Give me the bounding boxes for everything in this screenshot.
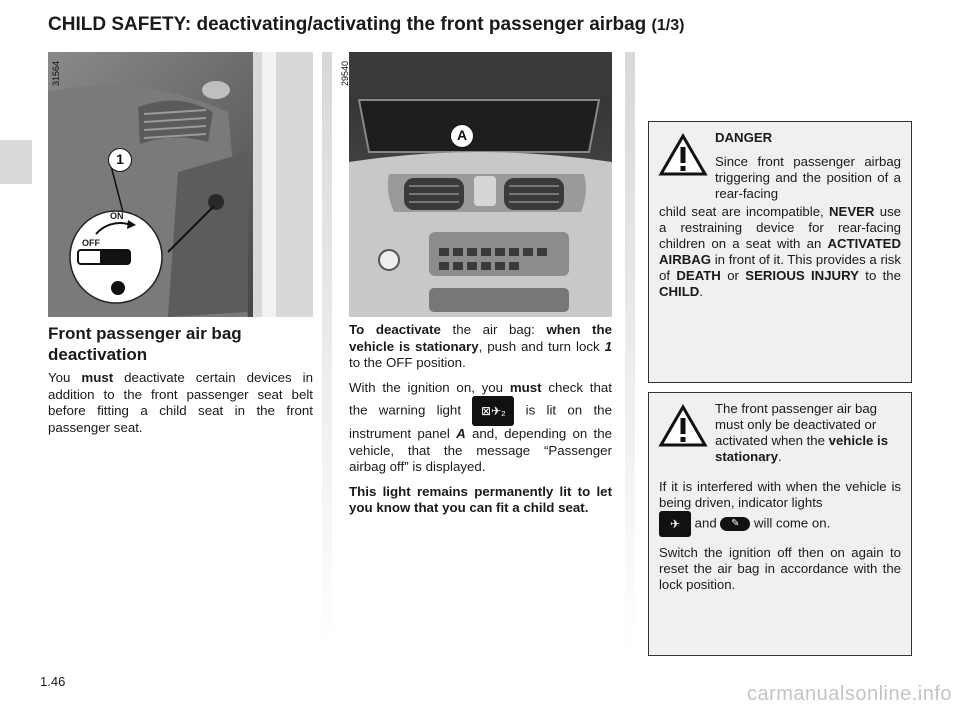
danger-text: CHILD (659, 284, 700, 299)
danger-text: DEATH (676, 268, 721, 283)
danger-text: in front of it. This provides a risk of (659, 252, 901, 283)
danger-intro: Since front passenger airbag triggering and the position of a rear-facing (715, 154, 901, 201)
airbag-indicator-icon: ✈ (659, 511, 691, 537)
indicator-note (659, 479, 901, 537)
info-intro-text: . (778, 449, 782, 464)
danger-heading: DANGER (715, 130, 773, 145)
deactivate-text: To deactivate (349, 322, 441, 337)
reset-note: Switch the ignition off then on again to reset the air bag in accordance with the lock position. (659, 545, 901, 592)
check-text: is lit on the instrument panel (349, 402, 612, 441)
warning-triangle-icon (659, 405, 707, 447)
page-title (48, 14, 684, 36)
info-box (648, 392, 912, 656)
dashboard-photo (340, 52, 612, 317)
switch-off-label: OFF (82, 238, 100, 248)
check-text: A (456, 426, 466, 441)
instructions (349, 322, 612, 525)
column-divider (322, 52, 332, 652)
check-text: must (509, 379, 542, 395)
switch-on-label: ON (110, 211, 124, 221)
danger-text: use a restraining device for rear-facing children on a seat with an (659, 204, 901, 251)
indicator-and: and (691, 515, 721, 531)
light-note: This light remains permanently lit to let you know that you can fit a child seat. (349, 483, 612, 515)
deactivate-text: , push and turn lock (478, 338, 605, 354)
section-intro (48, 370, 313, 444)
photo-id-left: 31564 (51, 60, 61, 86)
photo-id-right: 29540 (340, 60, 350, 86)
check-text: With the ignition on, you (349, 379, 510, 395)
callout-1: 1 (108, 148, 132, 172)
deactivate-text: 1 (604, 338, 613, 354)
danger-text: child seat are incompatible, (659, 204, 829, 219)
intro-paragraph (48, 370, 313, 436)
page-number: 1.46 (40, 674, 66, 689)
indicator-end: will come on. (750, 515, 831, 531)
section-heading: Front passenger air bag deactivation (48, 324, 242, 364)
title-part: (1/3) (651, 17, 685, 34)
info-intro-text: The front passenger air bag must only be deactivated or activated when the (715, 401, 878, 448)
airbag-switch-illustration (48, 52, 313, 317)
info-details (659, 479, 901, 601)
check-text: check that the warning light (349, 379, 612, 418)
danger-text: ACTIVATED AIRBAG (659, 236, 901, 267)
danger-text: SERIOUS INJURY (745, 268, 859, 283)
dashboard-illustration (349, 52, 612, 317)
callout-A: A (450, 124, 474, 148)
danger-box (648, 121, 912, 383)
deactivate-text: to the OFF position. (349, 355, 466, 370)
airbag-switch-photo (48, 52, 313, 317)
check-text: and, depending on the vehicle, that the message “Passenger airbag off” is displayed. (349, 426, 613, 474)
intro-text: deactivate certain devices in addition to the front passenger seat belt before fitting a child seat in the front passenger seat. (48, 370, 313, 435)
danger-body (659, 204, 901, 300)
deactivate-text: when the vehicle is stationary (349, 322, 612, 354)
info-intro-text: vehicle is stationary (715, 433, 889, 464)
intro-text: You (48, 370, 82, 385)
chapter-tab (0, 140, 32, 184)
warning-triangle-icon (659, 134, 707, 176)
intro-text: must (81, 370, 114, 385)
info-intro (715, 401, 901, 465)
column-divider (625, 52, 635, 652)
warning-light-check (349, 380, 612, 476)
deactivate-text: the air bag: (440, 322, 547, 337)
title-main: CHILD SAFETY: deactivating/activating the front passenger airbag (48, 14, 647, 35)
airbag-off-warning-icon: ⊠✈₂ (472, 396, 514, 426)
footer-watermark: carmanualsonline.info (746, 683, 952, 705)
service-indicator-icon: ✎ (720, 517, 750, 531)
danger-text: to the (858, 268, 901, 283)
danger-text: . (699, 284, 703, 299)
deactivate-step (349, 322, 612, 372)
indicator-text: If it is interfered with when the vehicle is being driven, indicator lights (659, 479, 901, 510)
danger-text: NEVER (829, 204, 875, 219)
danger-text: or (720, 268, 746, 283)
